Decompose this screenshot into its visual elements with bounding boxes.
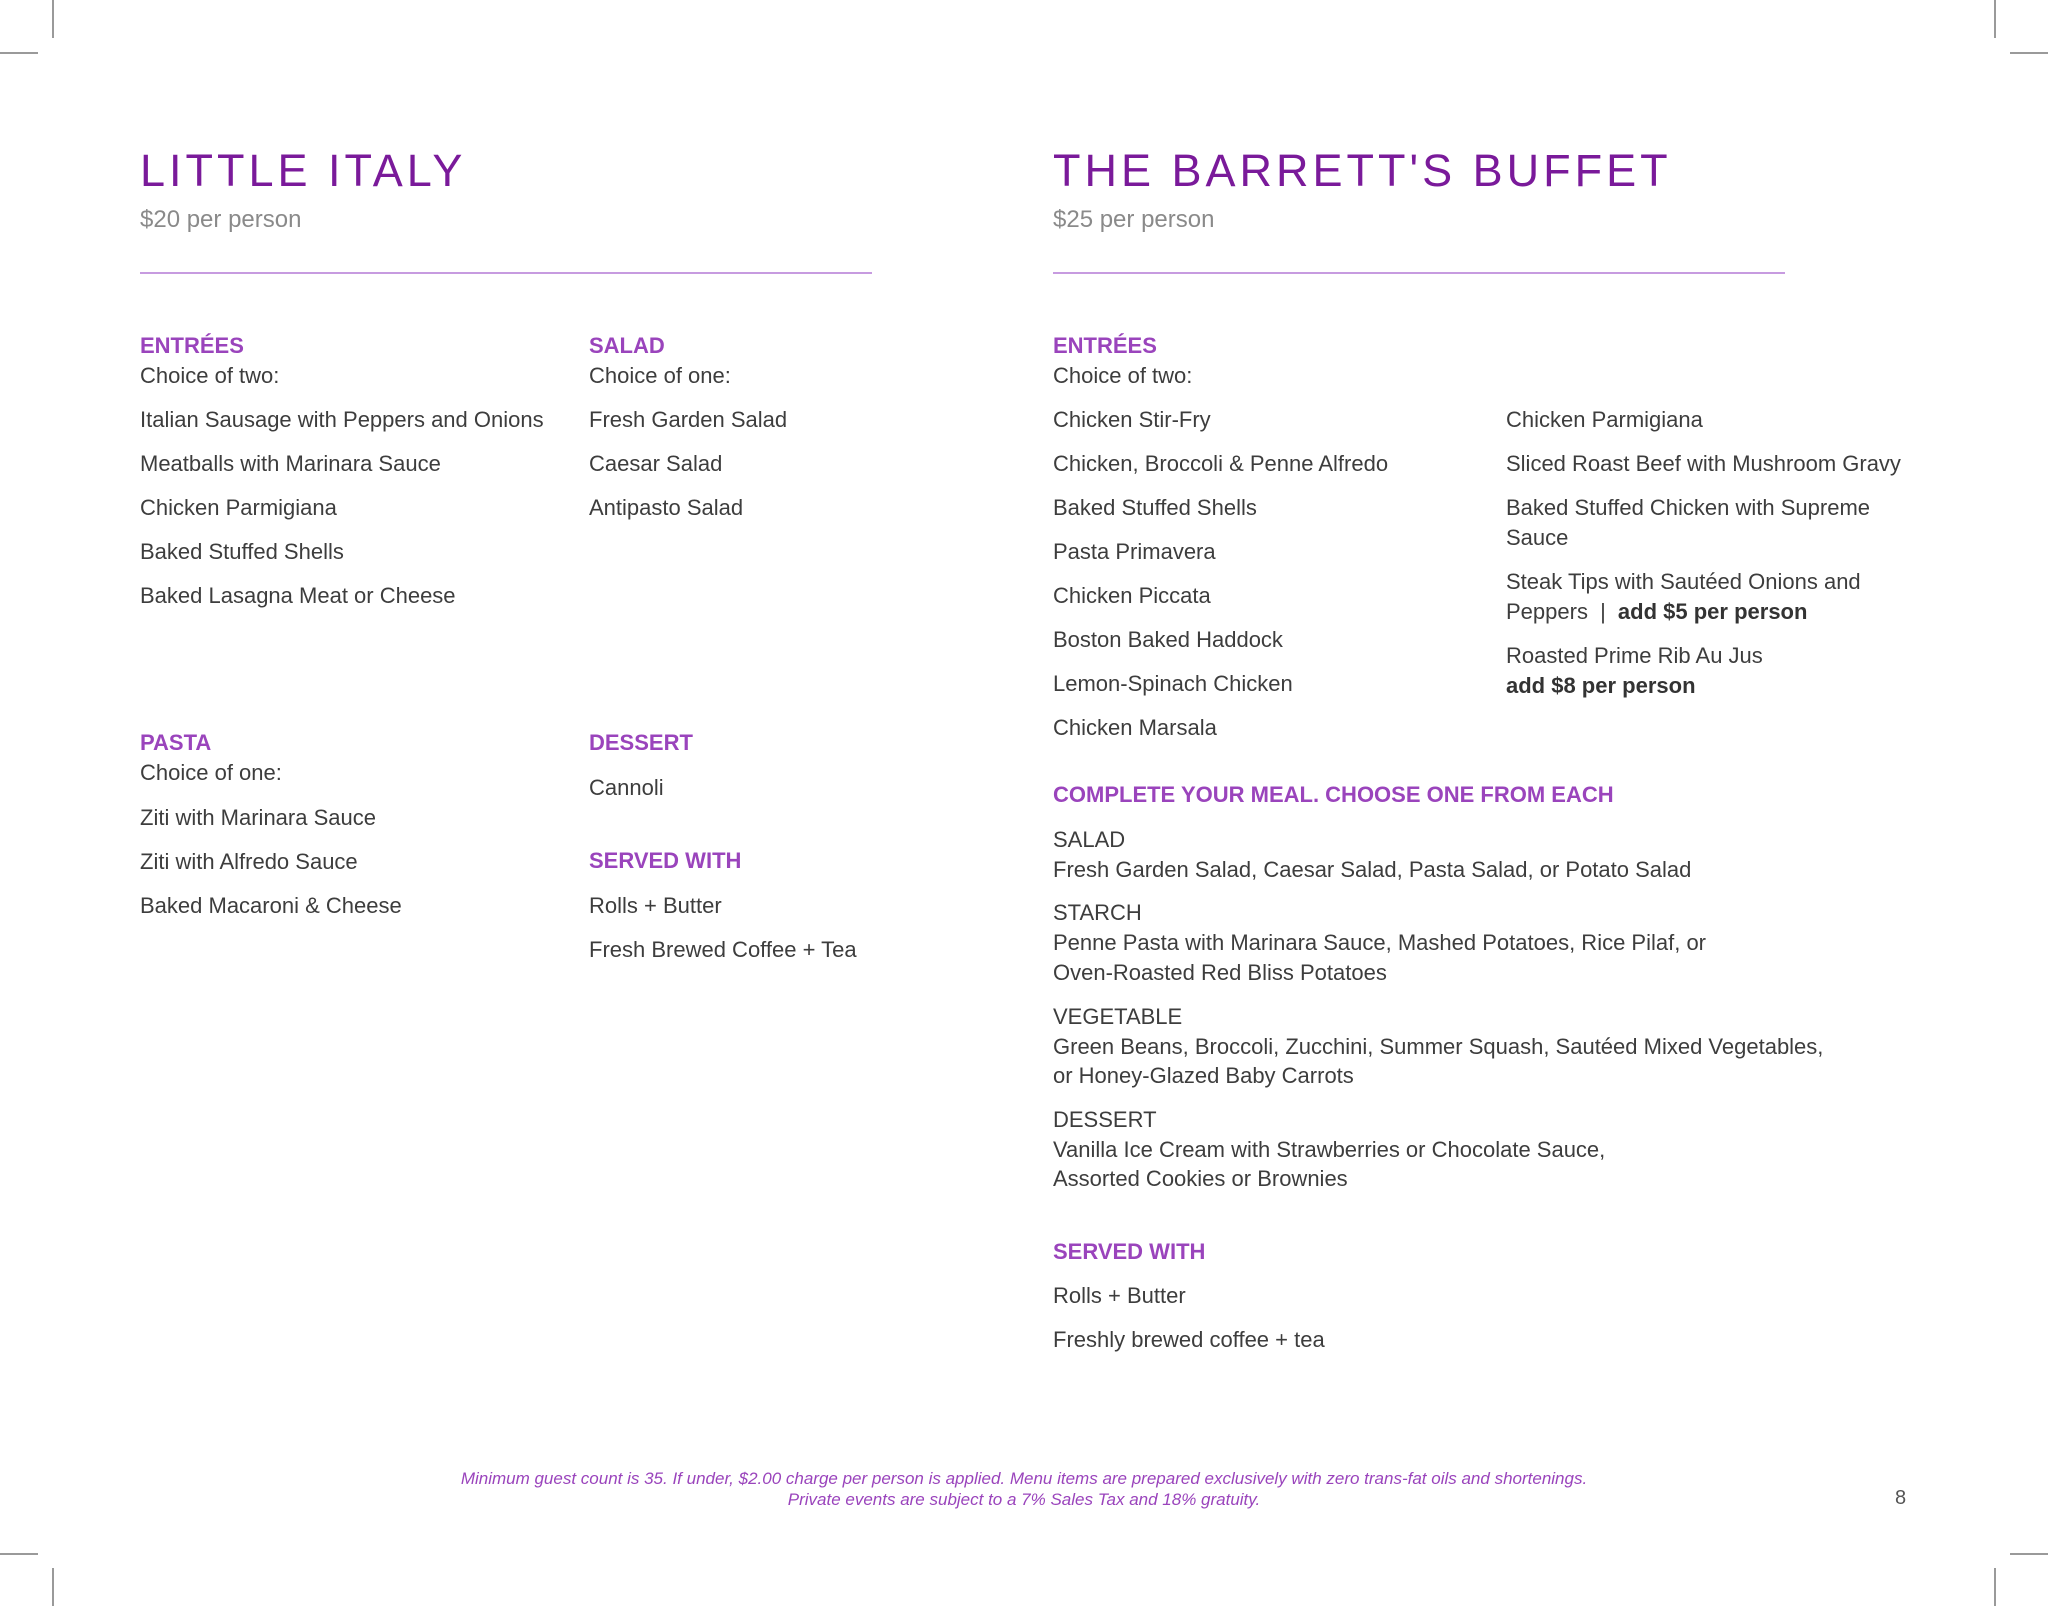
crop-mark <box>0 52 38 54</box>
barretts-served-with-list <box>1053 1281 1325 1369</box>
list-item: Pasta Primavera <box>1053 539 1216 564</box>
crop-mark <box>52 0 54 38</box>
barretts-entrees-heading: ENTRÉES <box>1053 333 1157 358</box>
list-item-continued <box>1506 597 1807 627</box>
vegetable-options: Green Beans, Broccoli, Zucchini, Summer Squash, Sautéed Mixed Vegetables, <box>1053 1034 1824 1059</box>
steak-tips-text: Peppers <box>1506 599 1588 624</box>
crop-mark <box>1994 0 1996 38</box>
crop-mark <box>0 1553 38 1555</box>
list-item: Rolls + Butter <box>1053 1283 1186 1308</box>
list-item: Roasted Prime Rib Au Jus <box>1506 643 1763 668</box>
list-item: Freshly brewed coffee + tea <box>1053 1327 1325 1352</box>
list-item: Baked Stuffed Shells <box>1053 495 1257 520</box>
vegetable-label: VEGETABLE <box>1053 1004 1183 1029</box>
list-item: Chicken Parmigiana <box>140 495 337 520</box>
salad-options: Fresh Garden Salad, Caesar Salad, Pasta Salad, or Potato Salad <box>1053 857 1692 882</box>
barretts-buffet-price: $25 per person <box>1053 206 1215 233</box>
starch-options-continued: Oven-Roasted Red Bliss Potatoes <box>1053 960 1387 985</box>
little-italy-entrees-heading: ENTRÉES <box>140 333 244 358</box>
list-item-continued: Sauce <box>1506 525 1569 550</box>
little-italy-pasta-note: Choice of one: <box>140 760 282 785</box>
footer-note-line-2: Private events are subject to a 7% Sales Tax and 18% gratuity. <box>787 1490 1261 1509</box>
list-item: Meatballs with Marinara Sauce <box>140 451 441 476</box>
little-italy-salad-note: Choice of one: <box>589 363 731 388</box>
starch-label: STARCH <box>1053 900 1142 925</box>
crop-mark <box>52 1568 54 1606</box>
list-item: Steak Tips with Sautéed Onions and <box>1506 569 1861 594</box>
list-item: Sliced Roast Beef with Mushroom Gravy <box>1506 451 1901 476</box>
separator: | <box>1600 599 1606 624</box>
list-item: Baked Stuffed Chicken with Supreme <box>1506 495 1871 520</box>
little-italy-title: LITTLE ITALY <box>140 145 467 196</box>
little-italy-divider <box>140 272 872 274</box>
upcharge-label: add $5 per person <box>1617 599 1808 624</box>
little-italy-pasta-heading: PASTA <box>140 730 212 755</box>
vegetable-options-continued: or Honey-Glazed Baby Carrots <box>1053 1063 1354 1088</box>
footer-note-line-1: Minimum guest count is 35. If under, $2.00 charge per person is applied. Menu items are prepared exclusively with zero trans-fat oils and shortenings. <box>460 1469 1588 1488</box>
list-item: Chicken, Broccoli & Penne Alfredo <box>1053 451 1389 476</box>
little-italy-served-with-list <box>589 891 857 979</box>
list-item: Baked Macaroni & Cheese <box>140 893 402 918</box>
list-item: Rolls + Butter <box>589 893 722 918</box>
list-item: Lemon-Spinach Chicken <box>1053 671 1293 696</box>
crop-mark <box>2010 1553 2048 1555</box>
barretts-entrees-note: Choice of two: <box>1053 363 1193 388</box>
list-item: Cannoli <box>589 775 664 800</box>
dessert-label: DESSERT <box>1053 1107 1157 1132</box>
list-item: Antipasto Salad <box>589 495 744 520</box>
list-item: Chicken Marsala <box>1053 715 1217 740</box>
list-item: Ziti with Marinara Sauce <box>140 805 376 830</box>
little-italy-dessert-heading: DESSERT <box>589 730 693 755</box>
list-item: Caesar Salad <box>589 451 723 476</box>
dessert-options: Vanilla Ice Cream with Strawberries or Chocolate Sauce, <box>1053 1137 1606 1162</box>
list-item: Baked Lasagna Meat or Cheese <box>140 583 456 608</box>
list-item: Chicken Parmigiana <box>1506 407 1703 432</box>
list-item: Chicken Piccata <box>1053 583 1211 608</box>
little-italy-salad-heading: SALAD <box>589 333 665 358</box>
crop-mark <box>1994 1568 1996 1606</box>
list-item: Chicken Stir-Fry <box>1053 407 1211 432</box>
little-italy-price: $20 per person <box>140 206 302 233</box>
barretts-buffet-divider <box>1053 272 1785 274</box>
little-italy-served-with-heading: SERVED WITH <box>589 848 742 873</box>
little-italy-dessert-list <box>589 773 664 817</box>
barretts-served-with-heading: SERVED WITH <box>1053 1239 1206 1264</box>
little-italy-pasta-list <box>140 803 402 935</box>
salad-label: SALAD <box>1053 827 1126 852</box>
barretts-buffet-title: THE BARRETT'S BUFFET <box>1053 145 1672 196</box>
dessert-options-continued: Assorted Cookies or Brownies <box>1053 1166 1348 1191</box>
crop-mark <box>2010 52 2048 54</box>
complete-meal-heading: COMPLETE YOUR MEAL. CHOOSE ONE FROM EACH <box>1053 782 1614 807</box>
little-italy-entrees-list <box>140 405 544 625</box>
barretts-entrees-left-list <box>1053 405 1388 757</box>
list-item: Fresh Brewed Coffee + Tea <box>589 937 857 962</box>
starch-options: Penne Pasta with Marinara Sauce, Mashed Potatoes, Rice Pilaf, or <box>1053 930 1707 955</box>
page-number: 8 <box>1895 1487 1907 1509</box>
list-item: Fresh Garden Salad <box>589 407 788 432</box>
list-item: Ziti with Alfredo Sauce <box>140 849 358 874</box>
little-italy-entrees-note: Choice of two: <box>140 363 280 388</box>
list-item: Baked Stuffed Shells <box>140 539 344 564</box>
little-italy-salad-list <box>589 405 787 537</box>
upcharge-label: add $8 per person <box>1506 673 1696 698</box>
list-item: Boston Baked Haddock <box>1053 627 1283 652</box>
list-item: Italian Sausage with Peppers and Onions <box>140 407 544 432</box>
